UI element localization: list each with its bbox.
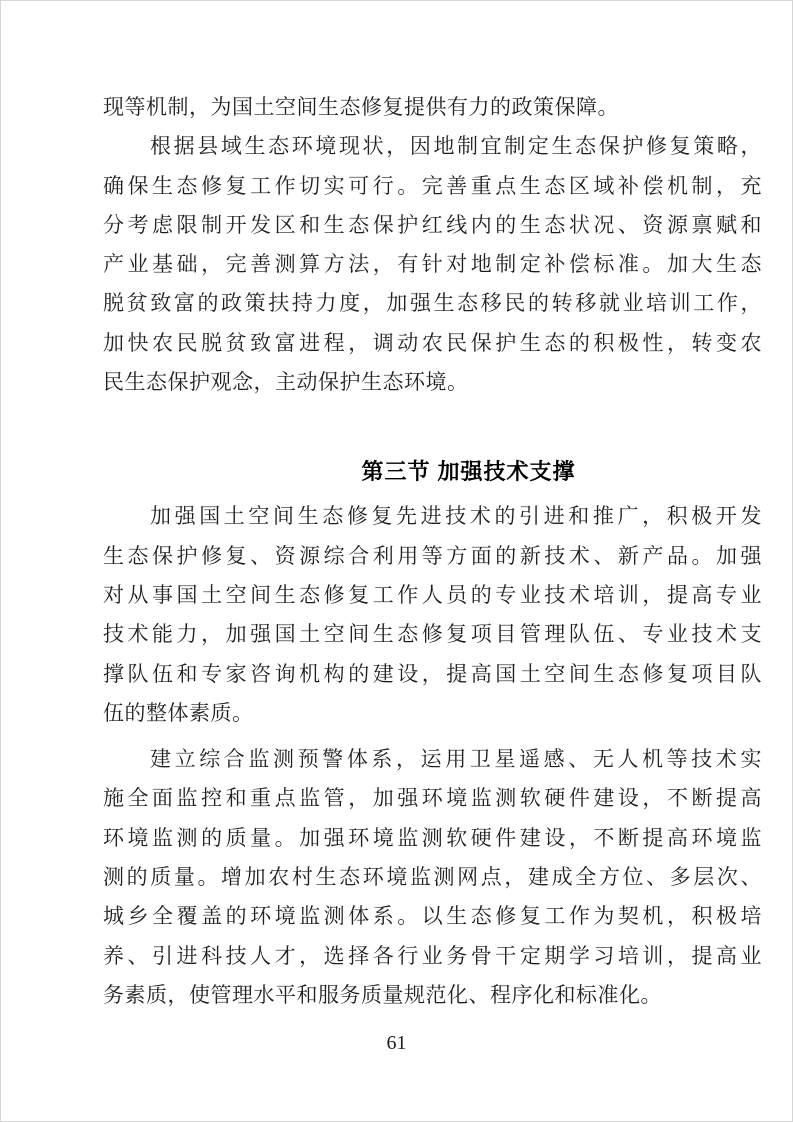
page-number: 61	[386, 1032, 407, 1054]
section-heading: 第三节 加强技术支撑	[361, 459, 576, 485]
text-line: 撑队伍和专家咨询机构的建设，提高国土空间生态修复项目队	[103, 661, 762, 686]
text-line: 产业基础，完善测算方法，有针对地制定补偿标准。加大生态	[103, 252, 762, 277]
text-line: 伍的整体素质。	[103, 700, 254, 725]
document-body	[103, 88, 762, 1015]
text-line: 民生态保护观念，主动保护生态环境。	[103, 370, 469, 395]
text-line: 测的质量。增加农村生态环境监测网点，建成全方位、多层次、	[103, 865, 762, 890]
text-line: 生态保护修复、资源综合利用等方面的新技术、新产品。加强	[103, 543, 762, 568]
text-line: 加快农民脱贫致富进程，调动农民保护生态的积极性，转变农	[103, 330, 762, 355]
text-line: 养、引进科技人才，选择各行业务骨干定期学习培训，提高业	[103, 943, 762, 968]
paragraph	[103, 497, 762, 733]
text-line: 建立综合监测预警体系，运用卫星遥感、无人机等技术实	[150, 747, 762, 772]
text-line: 加强国土空间生态修复先进技术的引进和推广，积极开发	[150, 504, 762, 529]
text-line: 分考虑限制开发区和生态保护红线内的生态状况、资源禀赋和	[103, 212, 762, 237]
text-line: 现等机制，为国土空间生态修复提供有力的政策保障。	[103, 95, 619, 119]
paragraph	[103, 127, 762, 402]
text-line: 务素质，使管理水平和服务质量规范化、程序化和标准化。	[103, 982, 662, 1007]
text-line: 城乡全覆盖的环境监测体系。以生态修复工作为契机，积极培	[103, 904, 762, 929]
text-line: 施全面监控和重点监管，加强环境监测软硬件建设，不断提高	[103, 786, 762, 811]
text-line: 对从事国土空间生态修复工作人员的专业技术培训，提高专业	[103, 582, 762, 607]
text-line: 环境监测的质量。加强环境监测软硬件建设，不断提高环境监	[103, 825, 762, 850]
text-line: 确保生态修复工作切实可行。完善重点生态区域补偿机制，充	[103, 173, 762, 198]
paragraph	[103, 88, 762, 127]
paragraph	[103, 740, 762, 1015]
text-line: 根据县域生态环境现状，因地制宜制定生态保护修复策略，	[150, 134, 762, 159]
text-line: 脱贫致富的政策扶持力度，加强生态移民的转移就业培训工作，	[103, 291, 762, 316]
text-line: 技术能力，加强国土空间生态修复项目管理队伍、专业技术支	[103, 622, 762, 647]
